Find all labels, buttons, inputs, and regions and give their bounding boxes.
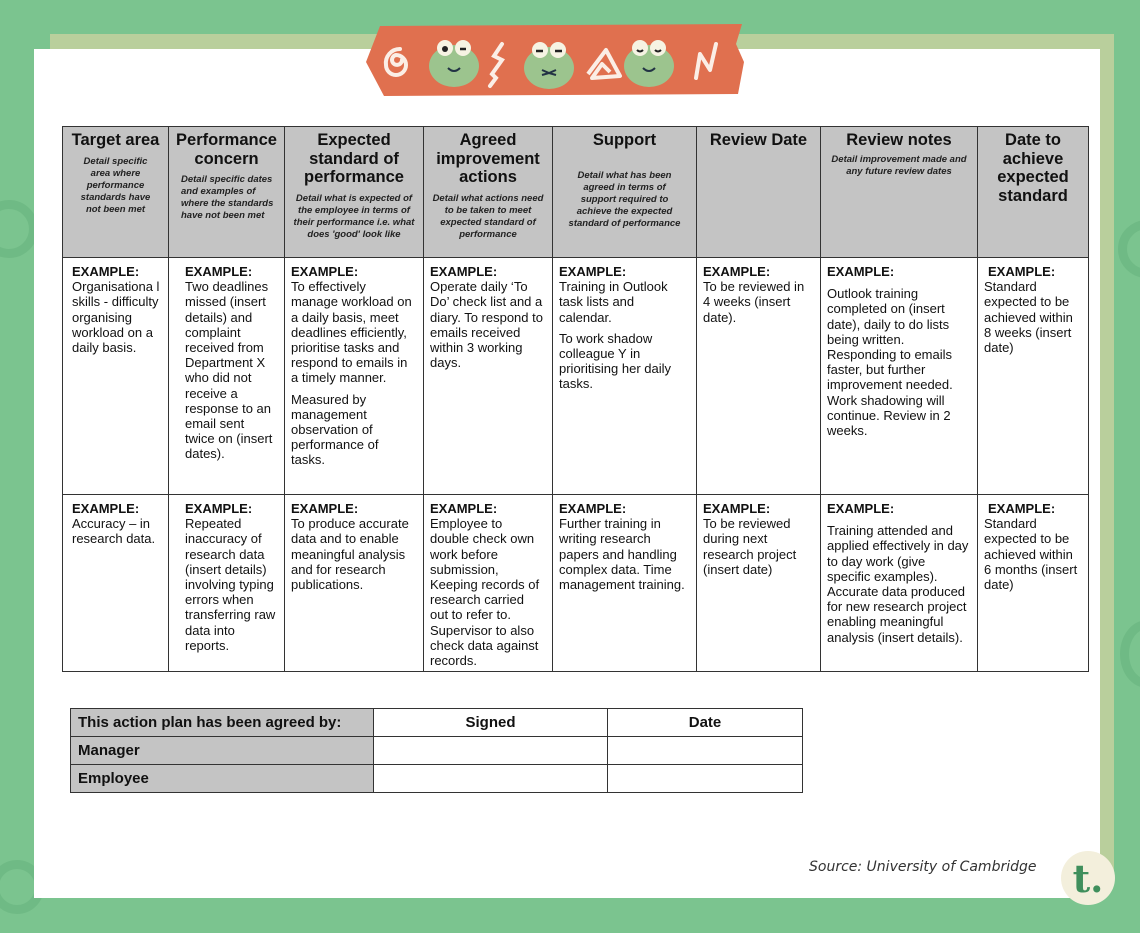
employee-signature-field[interactable] [374, 765, 608, 793]
cell-date-to-achieve [978, 495, 1089, 672]
example-label: EXAMPLE: [559, 501, 627, 516]
employee-date-field[interactable] [608, 765, 803, 793]
header-review-notes [821, 127, 978, 258]
brand-logo [1061, 851, 1115, 905]
header-title: Agreed improvement actions [436, 131, 540, 186]
logo-letter: t. [1072, 855, 1104, 901]
background-squiggle [1118, 220, 1140, 278]
cell-text: Accuracy – in research data. [72, 516, 156, 547]
cell-support [553, 495, 697, 672]
header-row [63, 127, 1089, 258]
manager-date-field[interactable] [608, 737, 803, 765]
cell-text: To be reviewed in 4 weeks (insert date). [703, 279, 805, 325]
header-target-area [63, 127, 169, 258]
example-label: EXAMPLE: [72, 264, 140, 279]
cell-expected-standard [285, 258, 424, 495]
cell-expected-standard [285, 495, 424, 672]
example-label: EXAMPLE: [72, 501, 140, 516]
table-row [63, 258, 1089, 495]
cell-text: Standard expected to be achieved within 6 months (insert date) [984, 516, 1078, 593]
header-description: Detail what is expected of the employee in terms of their performance i.e. what does 'good' look like [293, 192, 415, 240]
agreement-row-manager [71, 737, 803, 765]
header-expected-standard [285, 127, 424, 258]
example-label: EXAMPLE: [703, 264, 771, 279]
cell-improvement-actions [424, 258, 553, 495]
cell-text: Further training in writing research papers and handling complex data. Time management training. [559, 516, 685, 593]
cell-text: Organisationa l skills - difficulty organising workload on a daily basis. [72, 279, 160, 356]
header-description: Detail improvement made and any future review dates [831, 153, 967, 177]
header-title: Support [592, 131, 657, 149]
example-label: EXAMPLE: [430, 501, 498, 516]
cell-text: Two deadlines missed (insert details) and complaint received from Department X who did not receive a response to an email sent twice on (insert dates). [185, 279, 273, 462]
performance-action-plan-table [62, 126, 1089, 672]
washi-tape-decoration [366, 22, 746, 97]
example-label: EXAMPLE: [291, 264, 359, 279]
header-description: Detail specific area where performance standards have not been met [80, 155, 151, 215]
cell-text: Repeated inaccuracy of research data (insert details) involving typing errors when transferring raw data into reports. [185, 516, 276, 653]
cell-text: Standard expected to be achieved within 8 weeks (insert date) [984, 279, 1073, 356]
cell-text: Training attended and applied effectively in day to day work (give specific examples). Accurate data produced for new research project enabling meaningful analysis (insert details). [827, 523, 969, 645]
background-squiggle [1120, 620, 1140, 688]
manager-signature-field[interactable] [374, 737, 608, 765]
cell-target-area [63, 495, 169, 672]
example-label: EXAMPLE: [430, 264, 498, 279]
example-label: EXAMPLE: [559, 264, 627, 279]
cell-support [553, 258, 697, 495]
agreement-row-employee [71, 765, 803, 793]
header-title: Expected standard of performance [304, 131, 404, 186]
cell-improvement-actions [424, 495, 553, 672]
cell-text: To effectively manage workload on a daily basis, meet deadlines efficiently, prioritise tasks and respond to emails in a timely manner. [291, 279, 412, 386]
employee-label: Employee [71, 765, 374, 793]
cell-review-date [697, 258, 821, 495]
agreement-header-row [71, 709, 803, 737]
example-label: EXAMPLE: [988, 501, 1056, 516]
example-label: EXAMPLE: [291, 501, 359, 516]
agreement-heading: This action plan has been agreed by: [71, 709, 374, 737]
header-description: Detail what has been agreed in terms of support required to achieve the expected standard of performance [568, 169, 681, 229]
manager-label: Manager [71, 737, 374, 765]
header-support [553, 127, 697, 258]
background-squiggle [0, 200, 38, 258]
signed-column-header: Signed [374, 709, 608, 737]
header-description: Detail what actions need to be taken to meet expected standard of performance [432, 192, 544, 240]
cell-text-secondary: To work shadow colleague Y in prioritising her daily tasks. [559, 330, 671, 392]
cell-text: Operate daily ‘To Do’ check list and a diary. To respond to emails received within 3 working days. [430, 279, 543, 371]
example-label: EXAMPLE: [185, 264, 253, 279]
example-label: EXAMPLE: [185, 501, 253, 516]
header-date-to-achieve [978, 127, 1089, 258]
example-label: EXAMPLE: [827, 264, 895, 279]
example-label: EXAMPLE: [988, 264, 1056, 279]
cell-text: To be reviewed during next research project (insert date) [703, 516, 797, 577]
header-title: Review Date [709, 131, 808, 149]
header-title: Target area [71, 131, 160, 149]
header-review-date [697, 127, 821, 258]
header-performance-concern [169, 127, 285, 258]
header-description: Detail specific dates and examples of where the standards have not been met [181, 174, 274, 221]
cell-review-notes [821, 495, 978, 672]
header-title: Review notes [846, 131, 952, 149]
cell-review-date [697, 495, 821, 672]
header-title: Date to achieve expected standard [997, 131, 1069, 205]
header-agreed-improvement-actions [424, 127, 553, 258]
source-caption: Source: University of Cambridge [809, 859, 1037, 875]
cell-target-area [63, 258, 169, 495]
cell-review-notes [821, 258, 978, 495]
cell-text: Employee to double check own work before submission, Keeping records of research carried out to refer to. Supervisor to also check data against records. [430, 516, 540, 669]
date-column-header: Date [608, 709, 803, 737]
cell-text-secondary: Measured by management observation of performance of tasks. [291, 391, 379, 468]
cell-text: Outlook training completed on (insert date), daily to do lists being written. Responding to emails faster, but further improvement needed. Work shadowing will continue. Review in 2 weeks. [827, 286, 953, 439]
cell-date-to-achieve [978, 258, 1089, 495]
cell-text: Training in Outlook task lists and calendar. [559, 279, 668, 325]
header-title: Performance concern [176, 131, 277, 168]
example-label: EXAMPLE: [703, 501, 771, 516]
table-row [63, 495, 1089, 672]
agreement-table [70, 708, 803, 793]
cell-performance-concern [169, 258, 285, 495]
example-label: EXAMPLE: [827, 501, 895, 516]
cell-text: To produce accurate data and to enable meaningful analysis and for research publications. [291, 516, 409, 593]
cell-performance-concern [169, 495, 285, 672]
